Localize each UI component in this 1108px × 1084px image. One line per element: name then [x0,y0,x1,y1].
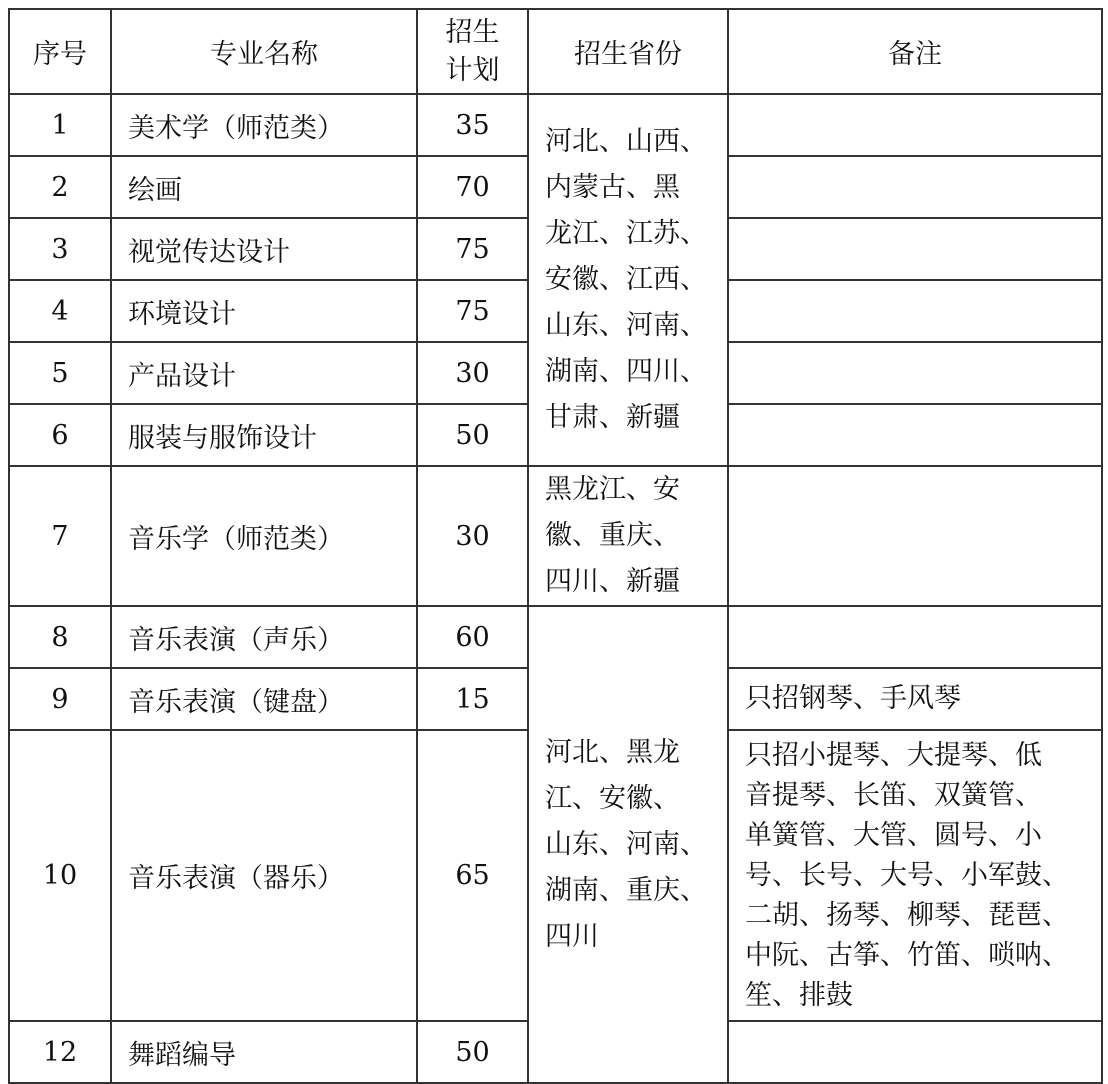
remark-cell [728,342,1102,404]
row-number: 5 [9,342,111,404]
major-name: 环境设计 [111,280,417,342]
text-line: 号、长号、大号、小军鼓、 [745,859,1069,891]
remark-cell [728,668,1102,730]
enrollment-plan: 30 [417,466,528,606]
major-name: 视觉传达设计 [111,218,417,280]
text-line: 河北、黑龙 [545,736,680,768]
major-name: 美术学（师范类） [111,94,417,156]
row-number: 6 [9,404,111,466]
major-name: 音乐表演（声乐） [111,606,417,668]
remark-cell [728,606,1102,668]
header-row [9,9,1102,94]
table-row [9,94,1102,156]
text-line: 湖南、四川、 [545,356,707,387]
remark-cell [728,280,1102,342]
enrollment-plan: 50 [417,1021,528,1083]
text-line: 山东、河南、 [545,828,707,860]
text-line: 江、安徽、 [545,782,680,814]
row-number: 12 [9,1021,111,1083]
header-no: 序号 [9,9,111,94]
enrollment-plan: 30 [417,342,528,404]
header-plan-line: 计划 [445,54,500,86]
remark-cell [728,156,1102,218]
text-line: 徽、重庆、 [545,520,680,551]
row-number: 7 [9,466,111,606]
enrollment-plan: 50 [417,404,528,466]
text-line: 黑龙江、安 [545,474,680,505]
row-number: 1 [9,94,111,156]
text-line: 甘肃、新疆 [545,402,680,433]
row-number: 2 [9,156,111,218]
text-line: 中阮、古筝、竹笛、唢呐、 [745,939,1069,971]
text-line: 四川、新疆 [545,566,680,597]
row-number: 8 [9,606,111,668]
text-line: 只招小提琴、大提琴、低 [745,739,1042,771]
row-number: 9 [9,668,111,730]
remark-cell [728,404,1102,466]
major-name: 绘画 [111,156,417,218]
text-line: 音提琴、长笛、双簧管、 [745,779,1042,811]
table-row [9,606,1102,668]
enrollment-plan: 15 [417,668,528,730]
enrollment-plan: 65 [417,730,528,1021]
text-line: 山东、河南、 [545,310,707,341]
major-name: 音乐表演（键盘） [111,668,417,730]
text-line: 二胡、扬琴、柳琴、琵琶、 [745,899,1069,931]
row-number: 4 [9,280,111,342]
major-name: 音乐表演（器乐） [111,730,417,1021]
text-line: 笙、排鼓 [745,979,853,1011]
major-name: 产品设计 [111,342,417,404]
table-row [9,466,1102,606]
header-plan-line: 招生 [445,16,500,48]
text-line: 四川 [545,920,599,952]
text-line: 河北、山西、 [545,126,707,157]
provinces-cell [528,606,728,1083]
header-province: 招生省份 [528,9,728,94]
major-name: 音乐学（师范类） [111,466,417,606]
remark-cell [728,94,1102,156]
header-major: 专业名称 [111,9,417,94]
text-line: 只招钢琴、手风琴 [745,683,961,714]
provinces-cell [528,466,728,606]
enrollment-plan: 75 [417,280,528,342]
remark-cell [728,730,1102,1021]
provinces-cell [528,94,728,466]
text-line: 湖南、重庆、 [545,874,707,906]
text-line: 单簧管、大管、圆号、小 [745,819,1042,851]
header-remark: 备注 [728,9,1102,94]
remark-cell [728,466,1102,606]
major-name: 舞蹈编导 [111,1021,417,1083]
enrollment-plan: 35 [417,94,528,156]
header-plan [417,9,528,94]
remark-cell [728,218,1102,280]
row-number: 10 [9,730,111,1021]
major-name: 服装与服饰设计 [111,404,417,466]
enrollment-plan: 60 [417,606,528,668]
text-line: 安徽、江西、 [545,264,707,295]
enrollment-plan: 70 [417,156,528,218]
text-line: 龙江、江苏、 [545,218,707,249]
admissions-table [8,8,1103,1084]
row-number: 3 [9,218,111,280]
text-line: 内蒙古、黑 [545,172,680,203]
enrollment-plan: 75 [417,218,528,280]
